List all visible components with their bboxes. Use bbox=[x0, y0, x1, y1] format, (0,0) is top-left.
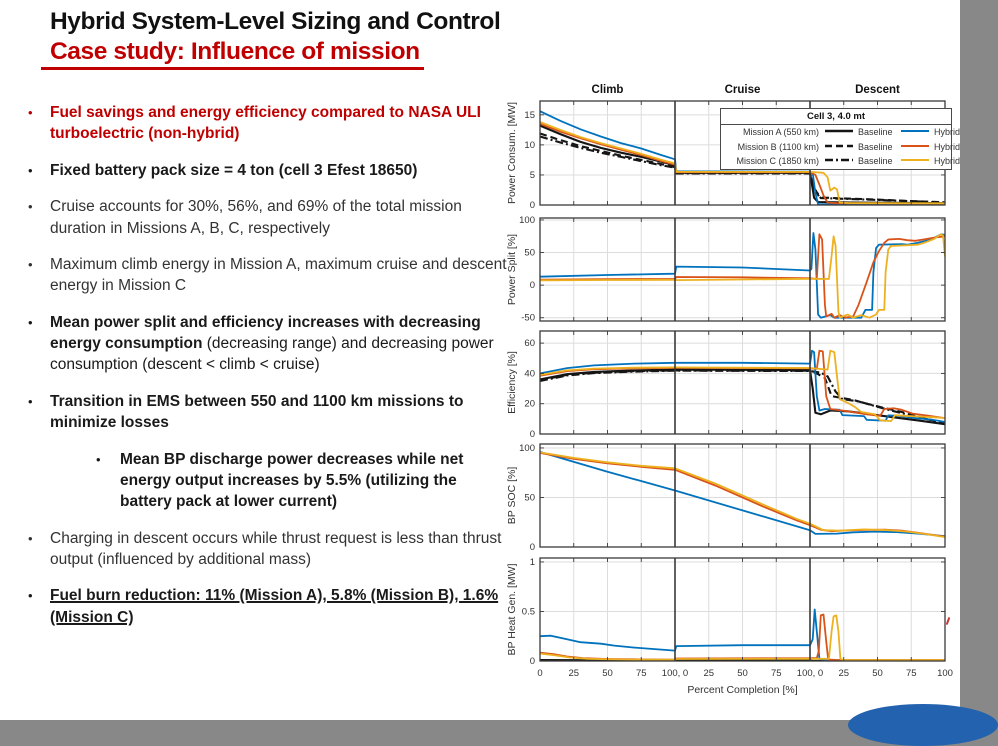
logo-ellipse-fragment bbox=[848, 704, 998, 746]
legend-baseline-sample bbox=[824, 141, 856, 153]
svg-text:-50: -50 bbox=[521, 312, 535, 324]
svg-text:75: 75 bbox=[905, 668, 917, 679]
svg-text:25: 25 bbox=[703, 668, 715, 679]
bullet-marker: • bbox=[28, 256, 33, 272]
legend-line-sample bbox=[900, 141, 930, 151]
bullet-text-segment: Transition in EMS between 550 and 1100 km missions to minimize losses bbox=[50, 392, 464, 432]
svg-text:0: 0 bbox=[537, 668, 543, 679]
x-axis-label: Percent Completion [%] bbox=[687, 684, 798, 696]
svg-text:0: 0 bbox=[529, 429, 535, 440]
x-tick-labels bbox=[537, 668, 953, 679]
svg-text:15: 15 bbox=[524, 109, 535, 121]
bullet-text bbox=[50, 391, 510, 434]
bullet-text bbox=[50, 528, 510, 571]
bullet-item bbox=[28, 312, 510, 376]
svg-text:50: 50 bbox=[602, 668, 613, 679]
bullet-text bbox=[120, 449, 510, 513]
chart-row-efficiency bbox=[502, 331, 957, 440]
bullet-marker: • bbox=[96, 451, 101, 467]
chart-row-power-split bbox=[502, 214, 957, 324]
y-axis-label: Power Split [%] bbox=[506, 233, 518, 306]
svg-text:50: 50 bbox=[737, 668, 748, 679]
chart-row-bp-heat-gen bbox=[502, 558, 957, 701]
svg-text:100: 100 bbox=[937, 668, 953, 679]
bullet-text-segment: Mean BP discharge power decreases while net energy output increases by 5.5% (utilizing the battery pack at lower current) bbox=[120, 450, 464, 511]
legend-label: Mission B (1100 km) bbox=[737, 141, 819, 152]
bullet-text-segment: Maximum climb energy in Mission A, maximum cruise and descent energy in Mission C bbox=[50, 255, 507, 295]
svg-text:25: 25 bbox=[838, 668, 850, 679]
svg-text:1: 1 bbox=[529, 556, 535, 568]
legend-baseline-sample bbox=[824, 126, 856, 138]
bullet-text-segment: Fixed battery pack size = 4 ton (cell 3 Efest 18650) bbox=[50, 161, 418, 179]
svg-text:25: 25 bbox=[568, 668, 580, 679]
legend-row bbox=[721, 154, 961, 169]
legend-line-sample bbox=[824, 141, 854, 151]
phase-header-descent: Descent bbox=[855, 84, 900, 96]
bullet-text bbox=[50, 254, 510, 297]
legend-line-sample bbox=[824, 126, 854, 136]
chart-efficiency bbox=[502, 331, 957, 440]
svg-text:0.5: 0.5 bbox=[521, 606, 535, 618]
chart-bp-heat-gen bbox=[502, 558, 957, 701]
svg-text:100, 0: 100, 0 bbox=[661, 668, 689, 679]
svg-text:20: 20 bbox=[524, 398, 535, 410]
bullet-marker: • bbox=[28, 588, 33, 604]
svg-text:0: 0 bbox=[529, 542, 535, 553]
legend-line-sample bbox=[824, 155, 854, 165]
chart-row-bp-soc bbox=[502, 442, 957, 553]
bullet-marker: • bbox=[28, 199, 33, 215]
legend-baseline-sample bbox=[824, 155, 856, 167]
legend-hybrid-sample bbox=[900, 155, 932, 167]
y-tick-labels bbox=[524, 110, 535, 211]
svg-text:100: 100 bbox=[519, 214, 535, 226]
bullet-item bbox=[96, 449, 510, 513]
svg-text:5: 5 bbox=[529, 169, 535, 181]
legend-row bbox=[721, 125, 961, 140]
svg-text:50: 50 bbox=[524, 492, 535, 504]
bullet-text bbox=[50, 585, 510, 628]
svg-text:50: 50 bbox=[524, 247, 535, 259]
chart-power-split bbox=[502, 214, 957, 324]
chart-legend bbox=[720, 108, 961, 170]
svg-text:10: 10 bbox=[524, 139, 535, 151]
bullet-text bbox=[50, 160, 510, 181]
y-tick-labels bbox=[524, 338, 535, 440]
svg-text:0: 0 bbox=[529, 200, 535, 211]
legend-label: Baseline bbox=[858, 156, 893, 167]
bullet-marker: • bbox=[28, 314, 33, 330]
y-axis-label: Efficiency [%] bbox=[506, 351, 518, 414]
y-tick-labels bbox=[519, 215, 535, 324]
bullet-text-segment: Fuel savings and energy efficiency compared to NASA ULI turboelectric (non-hybrid) bbox=[50, 104, 481, 143]
bullet-text-segment: Mean power split and efficiency increases with decreasing energy consumption bbox=[50, 313, 481, 352]
bullet-text bbox=[50, 312, 510, 376]
bullet-item bbox=[28, 254, 510, 297]
bullet-text-segment: (decreasing range) and decreasing power consumption (descent < climb < cruise) bbox=[50, 335, 494, 374]
slide-subtitle: Case study: Influence of mission bbox=[41, 36, 424, 70]
svg-text:75: 75 bbox=[635, 668, 647, 679]
legend-hybrid-sample bbox=[900, 141, 932, 153]
svg-text:100: 100 bbox=[519, 442, 535, 454]
legend-rows bbox=[721, 125, 961, 169]
legend-label: Hybrid bbox=[934, 141, 961, 152]
y-tick-labels bbox=[522, 557, 535, 667]
legend-label: Mission A (550 km) bbox=[742, 127, 819, 138]
legend-label: Baseline bbox=[858, 127, 893, 138]
bullet-marker: • bbox=[28, 393, 33, 409]
slide-title: Hybrid System-Level Sizing and Control bbox=[50, 8, 501, 35]
bullet-item bbox=[28, 102, 510, 145]
svg-text:40: 40 bbox=[524, 368, 535, 380]
svg-text:75: 75 bbox=[770, 668, 782, 679]
svg-text:50: 50 bbox=[872, 668, 883, 679]
legend-line-sample bbox=[900, 155, 930, 165]
legend-label: Hybrid bbox=[934, 156, 961, 167]
svg-text:60: 60 bbox=[524, 338, 535, 350]
bullet-item bbox=[28, 391, 510, 434]
chart-bp-soc bbox=[502, 442, 957, 553]
legend-hybrid-sample bbox=[900, 126, 932, 138]
bullet-list bbox=[28, 102, 510, 643]
bullet-marker: • bbox=[28, 105, 33, 120]
y-tick-labels bbox=[519, 443, 535, 553]
svg-text:0: 0 bbox=[529, 280, 535, 292]
y-axis-label: Power Consum. [MW] bbox=[506, 101, 518, 205]
svg-text:100, 0: 100, 0 bbox=[796, 668, 824, 679]
bullet-item bbox=[28, 585, 510, 628]
legend-label: Baseline bbox=[858, 141, 893, 152]
bullet-marker: • bbox=[28, 530, 33, 546]
phase-header-climb: Climb bbox=[591, 84, 624, 96]
bullet-item bbox=[28, 160, 510, 181]
bullet-text bbox=[50, 196, 510, 239]
bullet-text-segment: Charging in descent occurs while thrust request is less than thrust output (influenced by additional mass) bbox=[50, 529, 502, 568]
bullet-marker: • bbox=[28, 162, 33, 178]
legend-label: Mission C (1850 km) bbox=[736, 156, 819, 167]
y-axis-label: BP Heat Gen. [MW] bbox=[506, 563, 518, 656]
bullet-text-segment: Fuel burn reduction: 11% (Mission A), 5.8% (Mission B), 1.6% (Mission C) bbox=[50, 587, 499, 626]
legend-label: Hybrid bbox=[934, 127, 961, 138]
phase-header-cruise: Cruise bbox=[724, 84, 761, 96]
svg-text:0: 0 bbox=[529, 656, 535, 667]
legend-row bbox=[721, 140, 961, 155]
bullet-item bbox=[28, 196, 510, 239]
bullet-item bbox=[28, 528, 510, 571]
legend-title: Cell 3, 4.0 mt bbox=[721, 109, 951, 125]
title-block bbox=[50, 8, 500, 70]
legend-line-sample bbox=[900, 126, 930, 136]
y-axis-label: BP SOC [%] bbox=[506, 466, 518, 525]
bullet-text-segment: Cruise accounts for 30%, 56%, and 69% of the total mission duration in Missions A, B, C, respectively bbox=[50, 198, 462, 237]
bullet-text bbox=[50, 102, 510, 145]
